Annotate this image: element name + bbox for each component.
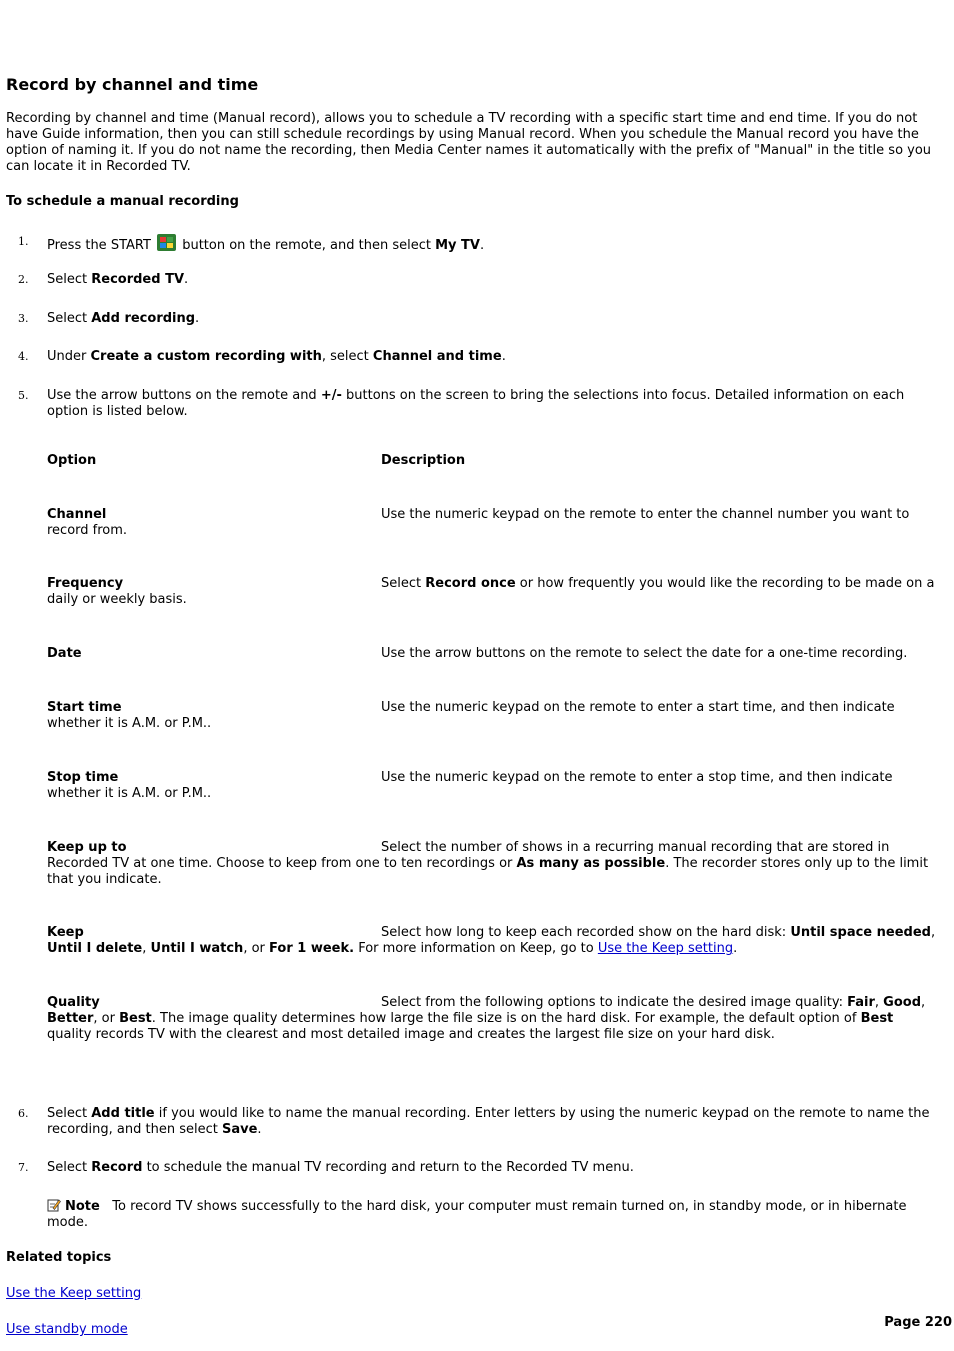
column-header-description: Description — [381, 453, 466, 468]
table-row — [47, 770, 939, 802]
table-row — [47, 700, 939, 732]
option-desc-bold: Best — [119, 1011, 152, 1026]
step-7: Select Record to schedule the manual TV recording and return to the Recorded TV menu. — [47, 1160, 634, 1175]
option-name: Frequency — [47, 576, 124, 591]
table-row — [47, 576, 939, 608]
option-desc-bold: Until space needed — [790, 925, 931, 940]
section-heading: To schedule a manual recording — [6, 194, 239, 209]
option-desc-text: , or — [93, 1011, 120, 1026]
keep-setting-link[interactable]: Use the Keep setting — [597, 941, 734, 956]
step-6: Select Add title if you would like to name the manual recording. Enter letters by using the numeric keypad on the remote to name the recording, and then select Save. — [47, 1106, 930, 1137]
option-desc-text: Select — [381, 576, 426, 591]
option-desc-text: quality records TV with the clearest and most detailed image and creates the largest file size on your hard disk. — [47, 1027, 775, 1042]
table-row — [47, 507, 939, 539]
page-title: Record by channel and time — [6, 75, 259, 94]
option-desc-text: Select the number of shows in a recurring manual recording that are stored in Recorded TV at one time. Choose to keep from one to ten recordings or — [47, 840, 890, 871]
option-name: Keep up to — [47, 840, 127, 855]
step-number: 4. — [18, 350, 29, 363]
option-desc-bold: Until I delete — [47, 941, 143, 956]
note-label: Note — [65, 1199, 100, 1214]
option-desc-text: . The image quality determines how large the file size is on the hard disk. For example, the default option of — [151, 1011, 861, 1026]
option-desc-bold: Good — [883, 995, 921, 1010]
column-header-option: Option — [47, 453, 97, 468]
step-3: Select Add recording. — [47, 311, 200, 326]
option-desc-text: , — [874, 995, 884, 1010]
step-2: Select Recorded TV. — [47, 272, 189, 287]
option-desc-bold: Until I watch — [150, 941, 244, 956]
option-desc-text: . — [733, 941, 738, 956]
option-name: Start time — [47, 700, 122, 715]
step-5: Use the arrow buttons on the remote and +/- buttons on the screen to bring the selections into focus. Detailed information on each option is listed below. — [47, 388, 905, 419]
option-name: Quality — [47, 995, 100, 1010]
option-desc-bold: Fair — [847, 995, 875, 1010]
option-desc-text: , or — [243, 941, 270, 956]
note — [47, 1198, 937, 1231]
table-row — [47, 925, 939, 957]
step-number: 7. — [18, 1161, 29, 1174]
intro-paragraph: Recording by channel and time (Manual record), allows you to schedule a TV recording with a specific start time and end time. If you do not have Guide information, then you can still schedule recordings by using Manual record. When you schedule the Manual record you have the option of naming it. If you do not name the recording, then Media Center names it automatically with the prefix of "Manual" in the title so you can locate it in Recorded TV. — [6, 111, 932, 174]
related-topics-heading: Related topics — [6, 1250, 112, 1265]
option-desc-text: Use the numeric keypad on the remote to enter a stop time, and then indicate whether it is A.M. or P.M.. — [47, 770, 893, 801]
step-number: 3. — [18, 312, 29, 325]
option-desc-text: , — [142, 941, 151, 956]
option-desc-text: For more information on Keep, go to — [354, 941, 598, 956]
step-number: 1. — [18, 235, 29, 248]
option-desc-text: . The recorder stores only up to the limit that you indicate. — [47, 856, 929, 887]
option-name: Date — [47, 646, 82, 661]
step-number: 5. — [18, 389, 29, 402]
option-desc-text: , — [921, 995, 926, 1010]
step-number: 2. — [18, 273, 29, 286]
step-1: Press the START button on the remote, and then select My TV. — [47, 234, 937, 254]
option-name: Stop time — [47, 770, 119, 785]
option-desc-bold: For 1 week. — [269, 941, 355, 956]
table-row — [47, 840, 939, 888]
table-row — [47, 995, 939, 1043]
option-desc-text: Use the arrow buttons on the remote to select the date for a one-time recording. — [381, 646, 908, 661]
related-link-standby-mode[interactable]: Use standby mode — [6, 1322, 128, 1337]
step-4: Under Create a custom recording with, select Channel and time. — [47, 349, 506, 364]
page-number: Page 220 — [884, 1315, 952, 1330]
option-desc-text: Select how long to keep each recorded show on the hard disk: — [381, 925, 791, 940]
related-link-keep-setting[interactable]: Use the Keep setting — [6, 1286, 142, 1301]
step-number: 6. — [18, 1107, 29, 1120]
option-desc-text: or how frequently you would like the recording to be made on a daily or weekly basis. — [47, 576, 935, 607]
option-desc-bold: Better — [47, 1011, 94, 1026]
table-row — [47, 646, 939, 662]
option-desc-text: Use the numeric keypad on the remote to enter a start time, and then indicate whether it is A.M. or P.M.. — [47, 700, 895, 731]
option-desc-text: , — [930, 925, 936, 940]
windows-start-icon — [157, 234, 176, 251]
option-name: Channel — [47, 507, 107, 522]
option-desc-text: Select from the following options to indicate the desired image quality: — [381, 995, 848, 1010]
option-desc-bold: Record once — [425, 576, 516, 591]
option-desc-bold: As many as possible — [516, 856, 666, 871]
option-name: Keep — [47, 925, 84, 940]
note-text: To record TV shows successfully to the hard disk, your computer must remain turned on, in standby mode, or in hibernate mode. — [47, 1199, 907, 1230]
note-pencil-icon — [47, 1198, 61, 1212]
option-desc-text: Use the numeric keypad on the remote to enter the channel number you want to record from. — [47, 507, 910, 538]
option-desc-bold: Best — [860, 1011, 894, 1026]
table-header — [47, 453, 939, 469]
